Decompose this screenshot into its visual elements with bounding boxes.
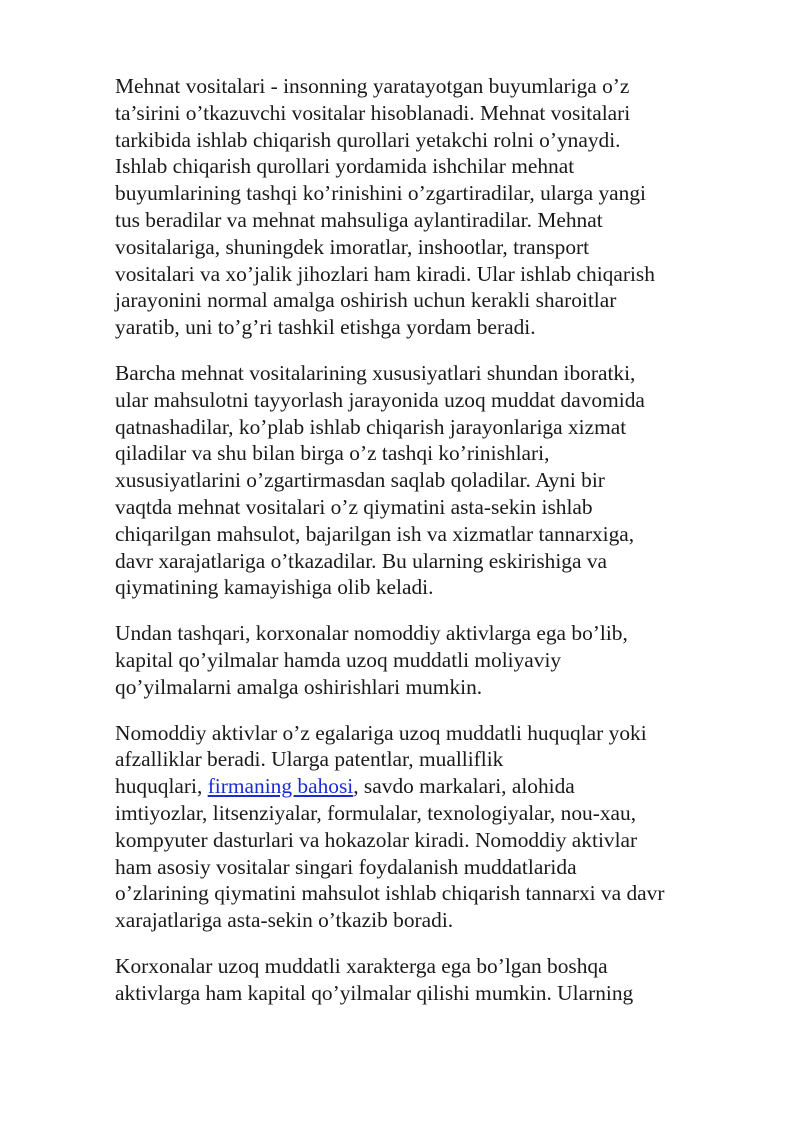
text-line: tarkibida ishlab chiqarish qurollari yetakchi rolni o’ynaydi.: [115, 127, 621, 152]
text-line: , savdo markalari, alohida: [353, 774, 575, 799]
text-line: xarajatlariga asta-sekin o’tkazib boradi.: [115, 908, 454, 933]
text-line: afzalliklar beradi. Ularga patentlar, mualliflik: [115, 747, 504, 772]
text-line: ta’sirini o’tkazuvchi vositalar hisoblanadi. Mehnat vositalari: [115, 100, 631, 125]
paragraph-4: [115, 720, 745, 934]
text-line: yaratib, uni to’g’ri tashkil etishga yordam beradi.: [115, 315, 536, 340]
text-line: aktivlarga ham kapital qo’yilmalar qilishi mumkin. Ularning: [115, 980, 634, 1005]
text-line: vositalari va xo’jalik jihozlari ham kiradi. Ular ishlab chiqarish: [115, 261, 655, 286]
paragraph-5: [115, 953, 745, 1007]
text-line: xususiyatlarini o’zgartirmasdan saqlab qoladilar. Ayni bir: [115, 468, 605, 493]
text-line: kompyuter dasturlari va hokazolar kiradi. Nomoddiy aktivlar: [115, 827, 638, 852]
text-line: Korxonalar uzoq muddatli xarakterga ega bo’lgan boshqa: [115, 953, 608, 978]
text-line: Undan tashqari, korxonalar nomoddiy aktivlarga ega bo’lib,: [115, 621, 628, 646]
paragraph-1: [115, 73, 745, 341]
text-line: qatnashadilar, ko’plab ishlab chiqarish jarayonlariga xizmat: [115, 414, 627, 439]
text-line: vaqtda mehnat vositalari o’z qiymatini asta-sekin ishlab: [115, 494, 593, 519]
text-line: ular mahsulotni tayyorlash jarayonida uzoq muddat davomida: [115, 387, 645, 412]
text-line: buyumlarining tashqi ko’rinishini o’zgartiradilar, ularga yangi: [115, 181, 647, 206]
text-line: chiqarilgan mahsulot, bajarilgan ish va xizmatlar tannarxiga,: [115, 521, 635, 546]
text-line: Nomoddiy aktivlar o’z egalariga uzoq muddatli huquqlar yoki: [115, 720, 647, 745]
text-line: qo’yilmalarni amalga oshirishlari mumkin.: [115, 674, 483, 699]
text-line: jarayonini normal amalga oshirish uchun kerakli sharoitlar: [115, 288, 617, 313]
text-line: qiladilar va shu bilan birga o’z tashqi ko’rinishlari,: [115, 441, 550, 466]
paragraph-3: [115, 620, 745, 700]
text-line: Mehnat vositalari - insonning yaratayotgan buyumlariga o’z: [115, 74, 630, 98]
text-line: Ishlab chiqarish qurollari yordamida ishchilar mehnat: [115, 154, 575, 179]
paragraph-2: [115, 360, 745, 601]
text-line: ham asosiy vositalar singari foydalanish muddatlarida: [115, 854, 577, 879]
text-line: qiymatining kamayishiga olib keladi.: [115, 575, 434, 600]
firmaning-bahosi-link[interactable]: firmaning bahosi: [207, 774, 354, 799]
text-line: tus beradilar va mehnat mahsuliga aylantiradilar. Mehnat: [115, 207, 603, 232]
document-body: [115, 73, 745, 1026]
text-line: kapital qo’yilmalar hamda uzoq muddatli moliyaviy: [115, 647, 562, 672]
text-line: vositalariga, shuningdek imoratlar, inshootlar, transport: [115, 234, 590, 259]
text-line: imtiyozlar, litsenziyalar, formulalar, texnologiyalar, nou-xau,: [115, 800, 637, 825]
text-line: davr xarajatlariga o’tkazadilar. Bu ularning eskirishiga va: [115, 548, 608, 573]
text-line: huquqlari,: [115, 774, 208, 799]
text-line: o’zlarining qiymatini mahsulot ishlab chiqarish tannarxi va davr: [115, 881, 665, 906]
text-line: Barcha mehnat vositalarining xususiyatlari shundan iboratki,: [115, 360, 636, 385]
